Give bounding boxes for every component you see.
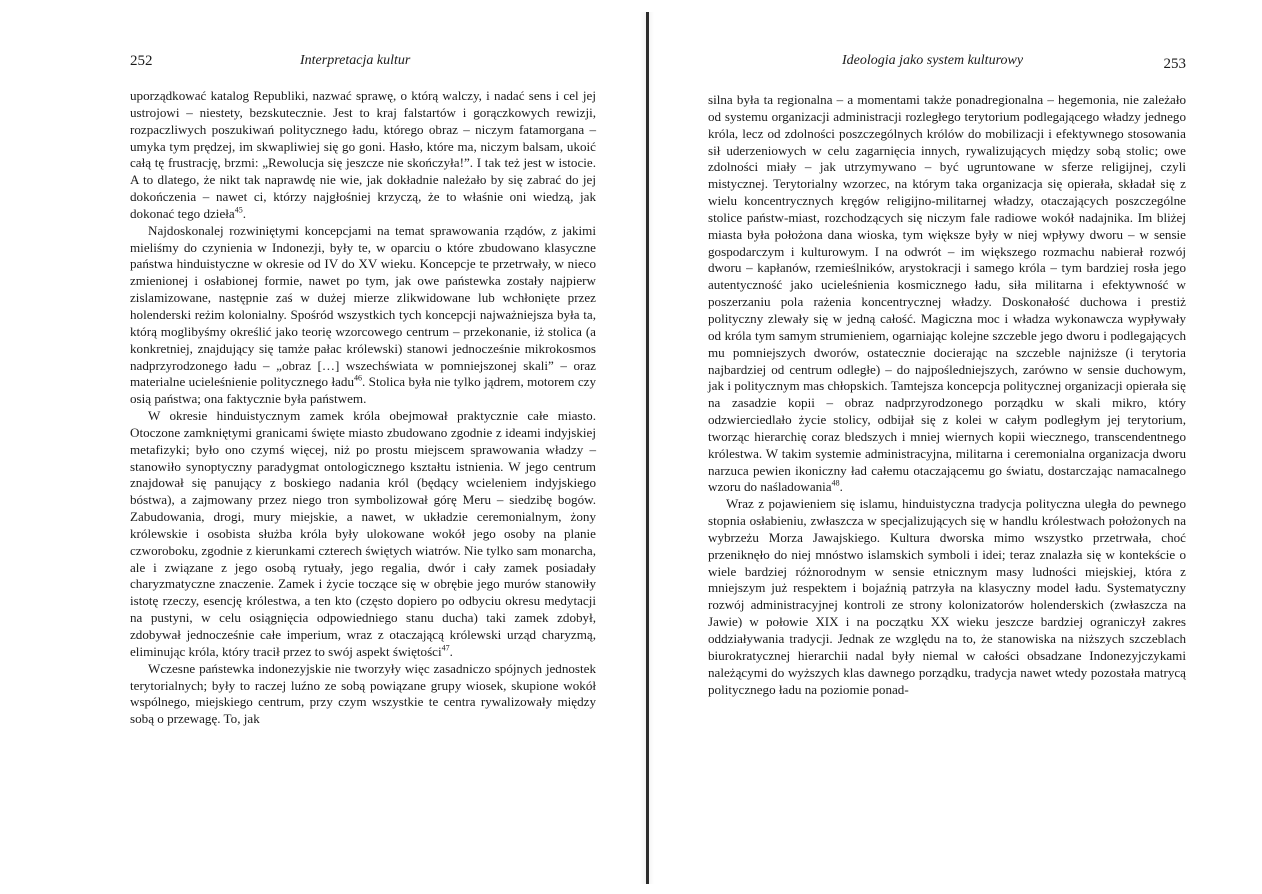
running-head: Ideologia jako system kulturowy <box>842 53 1024 68</box>
paragraph-tail: . <box>839 479 843 495</box>
right-page-header <box>708 50 1186 72</box>
running-head: Interpretacja kultur <box>300 53 411 68</box>
paragraph-text: Wczesne państewka indonezyjskie nie tworzyły więc zasadniczo spójnych jednostek terytorialnych; były to raczej luźno ze sobą powiązane grupy wiosek, skupione wokół wspólnego, miejskiego centrum, przy czym wszystkie te centra rywalizowały między sobą o przewagę. To, jak <box>130 660 596 727</box>
paragraph-text: Wraz z pojawieniem się islamu, hinduistyczna tradycja polityczna uległa do pewnego stopnia osłabieniu, zwłaszcza w specjalizujących się w handlu królestwach położonych na wybrzeżu Morza Jawajskiego. Kultura dworska mimo wszystko przetrwała, choć przeniknęło do niej mnóstwo islamskich symboli i idei; teraz znalazła się w kontekście o wiele bardziej różnorodnym w sensie etnicznym masy ludności miejskiej, która z mniejszym już respektem i bojaźnią patrzyła na klasyczny model ładu. Systematyczny rozwój administracyjnej kontroli ze strony kolonizatorów holenderskich (zwłaszcza na Jawie) w połowie XIX i na początku XX wieku jeszcze bardziej ograniczył zakres oddziaływania tradycji. Jednak ze względu na to, że stanowiska na niższych szczeblach biurokratycznej hierarchii nadal były niemal w całości obsadzane Indonezyjczykami należącymi do wyższych klas dawnego porządku, tradycja nawet wtedy pozostała matrycą politycznego ładu na poziomie ponad- <box>708 496 1186 697</box>
footnote-marker: 46 <box>354 373 362 383</box>
left-page-body <box>130 88 596 728</box>
paragraph <box>708 496 1186 698</box>
left-page <box>130 0 596 894</box>
footnote-marker: 45 <box>234 205 243 215</box>
paragraph-tail: . Stolica była nie tylko jądrem, motorem czy osią państwa; ona faktycznie była państwem. <box>130 374 596 407</box>
footnote-marker: 48 <box>831 479 840 489</box>
right-page <box>708 0 1186 894</box>
page-number: 252 <box>130 53 153 69</box>
page-number: 253 <box>1163 56 1186 72</box>
paragraph-text: Najdoskonalej rozwiniętymi koncepcjami na temat sprawowania rządów, z jakimi mieliśmy do czynienia w Indonezji, były te, w oparciu o które zbudowano klasyczne państwa hinduistyczne w okresie od IV do XV wieku. Koncepcje te przetrwały, w nieco zmienionej i osłabionej formie, nawet po tym, jak owe państewka zostały najpierw zislamizowane, następnie zaś w dużej mierze zlikwidowane lub wchłonięte przez holenderski reżim kolonialny. Spośród wszystkich tych koncepcji najważniejsza była ta, którą moglibyśmy określić jako teorię wzorcowego centrum – przekonanie, iż stolica (a konkretniej, znajdujący się tamże pałac królewski) stanowi jednocześnie mikrokosmos nadprzyrodzonego ładu – „obraz […] wszechświata w pomniejszonej skali” – oraz materialne ucieleśnienie politycznego ładu <box>130 222 596 390</box>
paragraph-text: silna była ta regionalna – a momentami także ponadregionalna – hegemonia, nie zależało od systemu organizacji administracji rozległego terytorium podlegającego władzy jednego króla, lecz od zdolności poszczególnych królów do mobilizacji i efektywnego stosowania sił uderzeniowych w celu zagarnięcia innych, rywalizujących między sobą stolic; owe zdolności miały – jak utrzymywano – być ugruntowane w sferze religijnej, czyli mistycznej. Terytorialny wzorzec, na którym taka organizacja się opierała, składał się z wielu koncentrycznych kręgów religijno-militarnej władzy, otaczających poszczególne stolice państw-miast, rozchodzących się niczym fale radiowe wokół nadajnika. Im bliżej miasta była położona dana wioska, tym większe były w niej wpływy dworu – w sensie gospodarczym i kulturowym. I na odwrót – im większego rozmachu nabierał rozwój dworu – kapłanów, rzemieślników, arystokracji i samego króla – tym bardziej rosła jego autentyczność jako ucieleśnienia kosmicznego ładu, siła militarna i efektywność w poszerzaniu pola rażenia koncentrycznej władzy. Doskonałość duchowa i prestiż polityczny zlewały się w jedną całość. Magiczna moc i władza wykonawcza wypływały od króla tym samym strumieniem, ogarniając kolejne szczeble jego dworu i podlegających mu pomniejszych dworów, ostatecznie docierając na szczeble najniższe (i terytoria najbardziej od centrum odległe) – do najpośledniejszych, zarówno w sensie duchowym, jak i politycznym mas chłopskich. Tamtejsza koncepcja politycznej organizacji opierała się na zasadzie kopii – obraz nadprzyrodzonego porządku w skali mikro, który odzwierciedlało życie stolicy, odbijał się z kolei w całym podległym jej terytorium, tworząc hierarchię coraz bledszych i mniej wiernych kopii wiecznego, transcendentnego królestwa. W takim systemie administracyjna, militarna i ceremonialna organizacja dworu narzuca pewien ikoniczny ład całemu otaczającemu go światu, dostarczając namacalnego wzoru do naśladowania <box>708 92 1186 495</box>
book-gutter <box>646 12 649 884</box>
footnote-marker: 47 <box>441 643 450 653</box>
paragraph-tail: . <box>449 643 453 659</box>
paragraph <box>130 661 596 728</box>
paragraph-tail: . <box>242 205 246 221</box>
paragraph <box>130 223 596 408</box>
left-page-header <box>130 50 596 72</box>
paragraph <box>130 88 596 223</box>
paragraph-text: W okresie hinduistycznym zamek króla obejmował praktycznie całe miasto. Otoczone zamkniętymi granicami święte miasto zbudowano zgodnie z ideami indyjskiej metafizyki; było ono czymś więcej, niż po prostu miejscem sprawowania władzy – stanowiło synoptyczny paradygmat ontologicznego kształtu istnienia. W jego centrum znajdował się panujący z boskiego nadania król (będący wcieleniem indyjskiego bóstwa), a zajmowany przez niego tron symbolizował górę Meru – siedzibę bogów. Zabudowania, drogi, mury miejskie, a nawet, w układzie ceremonialnym, żony królewskie i osobista służba króla były ulokowane wokół jego osoby na planie czworoboku, zgodnie z kierunkami czterech świętych wiatrów. Nie tylko sam monarcha, ale i związane z jego osobą rytuały, jego regalia, dwór i cały zamek posiadały charyzmatyczne znaczenie. Zamek i życie toczące się w obrębie jego murów stanowiły istotę rzeczy, esencję królestwa, a ten kto (często dopiero po odbyciu okresu medytacji na pustyni, w celu osiągnięcia odpowiedniego stanu ducha) taki zamek zdobył, zdobywał jednocześnie całe imperium, wraz z otaczającą królewski urząd charyzmą, eliminując króla, który tracił przez to swój aspekt świętości <box>130 408 596 659</box>
right-page-body <box>708 92 1186 698</box>
paragraph-text: uporządkować katalog Republiki, nazwać sprawę, o którą walczy, i nadać sens i cel jej ustrojowi – niestety, bezskutecznie. Jest to kraj falstartów i gorączkowych rewizji, rozpaczliwych poszukiwań politycznego ładu, którego obraz – niczym fatamorgana – umyka tym prędzej, im skwapliwiej się go goni. Hasło, które ma, niczym balsam, ukoić całą tę frustrację, brzmi: „Rewolucja się jeszcze nie skończyła!”. I tak też jest w istocie. A to dlatego, że nikt tak naprawdę nie wie, jak dokładnie należało by się zabrać do jej dokończenia – nawet ci, którzy najgłośniej krzyczą, że to właśnie oni wiedzą, jak dokonać tego dzieła <box>130 88 596 221</box>
paragraph <box>708 92 1186 496</box>
paragraph <box>130 408 596 661</box>
